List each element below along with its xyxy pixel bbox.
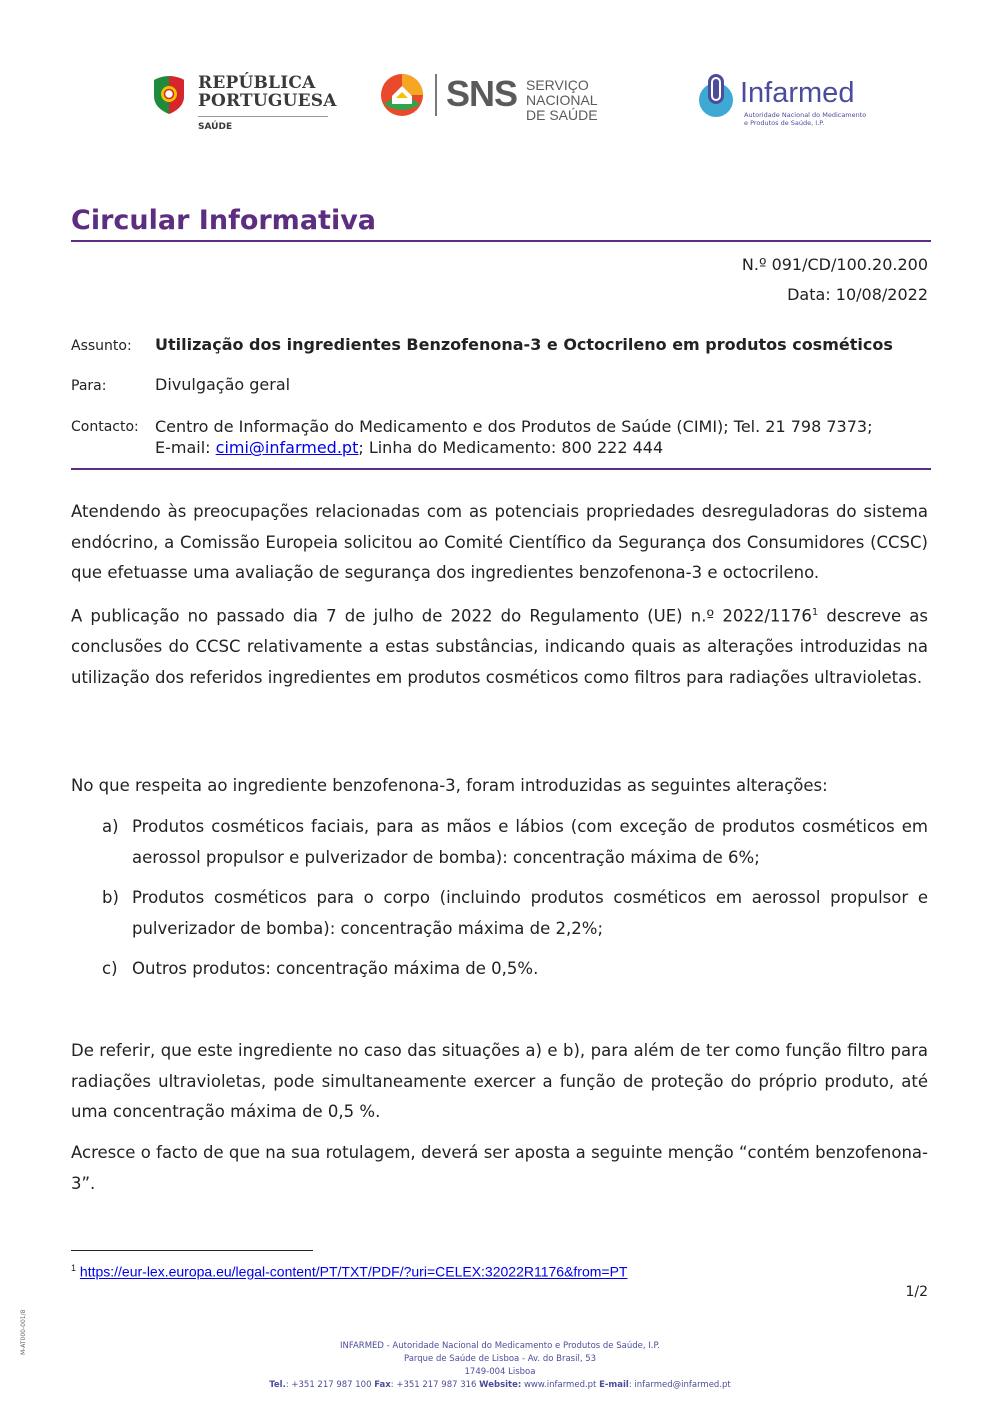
logo-sns-line1: SERVIÇO NACIONAL xyxy=(526,77,598,108)
logo-rp-line1: REPÚBLICA xyxy=(198,73,316,93)
header-divider xyxy=(71,468,931,470)
contacto-rest: ; Linha do Medicamento: 800 222 444 xyxy=(358,438,664,457)
paragraph-1: Atendendo às preocupações relacionadas com as potenciais propriedades desreguladoras do sistema endócrino, a Comissão Europeia solicitou ao Comité Científico da Segurança dos Consumidores (CCSC) que efetuasse uma avaliação de segurança dos ingredientes benzofenona-3 e octocrileno. xyxy=(71,502,928,582)
list-text: Outros produtos: concentração máxima de 0,5%. xyxy=(132,959,539,978)
contacto-email-link[interactable]: cimi@infarmed.pt xyxy=(215,438,359,457)
list-item-a xyxy=(102,812,928,873)
logo-infarmed-sub2: e Produtos de Saúde, I.P. xyxy=(744,119,825,127)
title-divider xyxy=(71,240,931,242)
footer-fax: : +351 217 987 316 xyxy=(390,1380,480,1390)
side-document-code: M-AT000-001/8 xyxy=(20,1309,27,1355)
footnote xyxy=(71,1263,627,1280)
paragraph-5: Acresce o facto de que na sua rotulagem, deverá ser aposta a seguinte menção “contém benzofenona-3”. xyxy=(71,1143,928,1193)
logo-divider xyxy=(435,74,437,116)
footnote-number: 1 xyxy=(71,1263,77,1273)
circular-date: Data: 10/08/2022 xyxy=(787,285,928,304)
republica-portuguesa-logo xyxy=(150,72,335,134)
logo-infarmed-name: Infarmed xyxy=(740,77,855,109)
footer xyxy=(0,1340,1000,1392)
assunto-label: Assunto: xyxy=(71,338,132,354)
list-marker: b) xyxy=(102,888,119,907)
para-label: Para: xyxy=(71,378,107,394)
list-marker: a) xyxy=(102,817,119,836)
logo-rp-sub: SAÚDE xyxy=(198,122,233,132)
footer-line3: 1749-004 Lisboa xyxy=(464,1367,536,1377)
footnote-link[interactable]: https://eur-lex.europa.eu/legal-content/PT/TXT/PDF/?uri=CELEX:32022R1176&from=PT xyxy=(79,1263,628,1280)
logo-sns-line2: DE SAÚDE xyxy=(526,107,598,123)
assunto-value: Utilização dos ingredientes Benzofenona-3 e Octocrileno em produtos cosméticos xyxy=(155,335,893,354)
footer-tel: : +351 217 987 100 xyxy=(285,1380,375,1390)
footer-fax-label: Fax xyxy=(374,1380,391,1390)
footer-email-label: E-mail xyxy=(599,1380,629,1390)
paragraph-3: No que respeita ao ingrediente benzofenona-3, foram introduzidas as seguintes alterações: xyxy=(71,776,828,795)
page-number: 1/2 xyxy=(905,1284,928,1300)
footnote-ref: 1 xyxy=(811,607,819,618)
circular-number: N.º 091/CD/100.20.200 xyxy=(741,255,928,274)
contacto-line1: Centro de Informação do Medicamento e dos Produtos de Saúde (CIMI); Tel. 21 798 7373; xyxy=(155,417,873,436)
footer-contacts xyxy=(0,1379,1000,1392)
footer-web-label: Website: xyxy=(479,1380,522,1390)
contacto-label: Contacto: xyxy=(71,419,139,435)
list-item-b xyxy=(102,883,928,944)
paragraph-2-text-b: descreve as conclusões do CCSC relativamente a estas substâncias, indicando quais as alterações introduzidas na utilização dos referidos ingredientes em produtos cosméticos como filtros para radiações ultravioletas. xyxy=(71,606,929,687)
sns-emblem-icon xyxy=(378,72,426,118)
page-title: Circular Informativa xyxy=(71,205,377,236)
logo-infarmed-sub1: Autoridade Nacional do Medicamento xyxy=(744,111,867,119)
list-item-c xyxy=(102,954,928,985)
logo-rule xyxy=(198,116,328,117)
list-marker: c) xyxy=(102,959,118,978)
sns-logo xyxy=(378,72,648,123)
logo-sns-acronym: SNS xyxy=(446,73,518,114)
infarmed-logo xyxy=(694,74,869,132)
footer-email[interactable]: : infarmed@infarmed.pt xyxy=(628,1380,731,1390)
infarmed-emblem-icon xyxy=(694,74,738,118)
footnote-divider xyxy=(71,1250,313,1251)
list-text: Produtos cosméticos faciais, para as mãos e lábios (com exceção de produtos cosméticos em aerossol propulsor e pulverizador de bomba): concentração máxima de 6%; xyxy=(132,817,928,867)
contacto-email-prefix: E-mail: xyxy=(155,438,216,457)
paragraph-2-text-a: A publicação no passado dia 7 de julho de 2022 do Regulamento (UE) n.º 2022/1176 xyxy=(71,606,812,626)
contacto-value xyxy=(155,416,872,458)
paragraph-2 xyxy=(71,598,928,693)
portuguese-emblem-icon xyxy=(150,74,188,114)
list-text: Produtos cosméticos para o corpo (incluindo produtos cosméticos em aerossol propulsor e pulverizador de bomba): concentração máxima de 2,2%; xyxy=(132,888,928,938)
footer-line1: INFARMED - Autoridade Nacional do Medicamento e Produtos de Saúde, I.P. xyxy=(340,1341,660,1351)
footer-web[interactable]: www.infarmed.pt xyxy=(521,1380,600,1390)
para-value: Divulgação geral xyxy=(155,375,291,394)
footer-line2: Parque de Saúde de Lisboa - Av. do Brasil, 53 xyxy=(403,1354,597,1364)
footer-tel-label: Tel. xyxy=(269,1380,286,1390)
paragraph-4: De referir, que este ingrediente no caso das situações a) e b), para além de ter como função filtro para radiações ultravioletas, pode simultaneamente exercer a função de proteção do próprio produto, até uma concentração máxima de 0,5 %. xyxy=(71,1041,928,1121)
logo-rp-line2: PORTUGUESA xyxy=(198,91,337,111)
